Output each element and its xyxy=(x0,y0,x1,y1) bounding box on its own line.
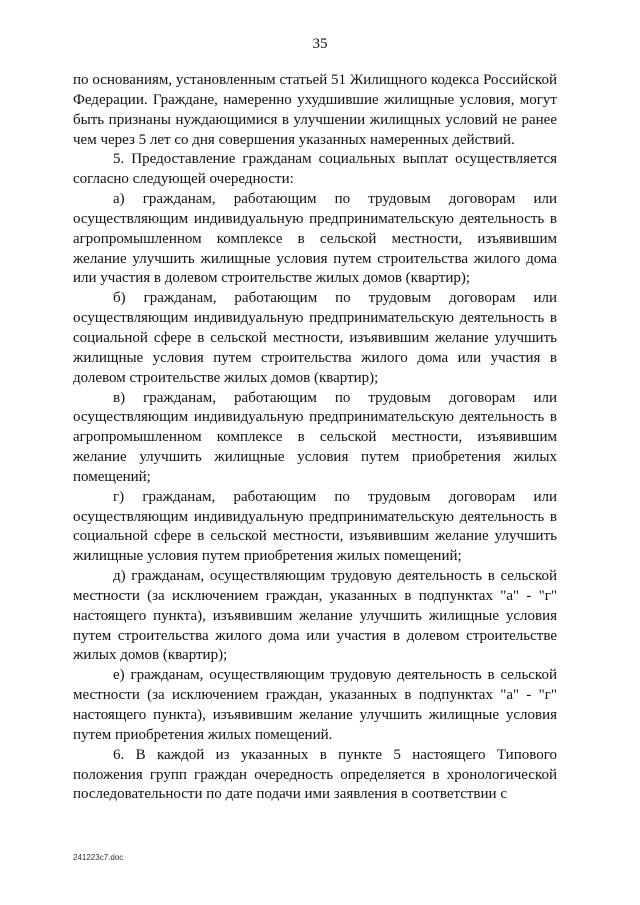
paragraph-item-5: 5. Предоставление гражданам социальных выплат осуществляется согласно следующей очередности: xyxy=(73,151,557,188)
paragraph-subitem-d: д) гражданам, осуществляющим трудовую деятельность в сельской местности (за исключением граждан, указанных в подпунктах "а" - "г" настоящего пункта), изъявившим желание улучшить жилищные условия путем строительства жилого дома или участия в долевом строительстве жилых домов (квартир); xyxy=(73,568,557,664)
paragraph-item-6: 6. В каждой из указанных в пункте 5 настоящего Типового положения групп граждан очередность определяется в хронологической последовательности по дате подачи ими заявления в соответствии с xyxy=(73,746,557,803)
page-number: 35 xyxy=(312,36,328,52)
paragraph-subitem-v: в) гражданам, работающим по трудовым договорам или осуществляющим индивидуальную предпринимательскую деятельность в агропромышленном комплексе в сельской местности, изъявившим желание улучшить жилищные условия путем приобретения жилых помещений; xyxy=(73,389,557,485)
paragraph-subitem-g: г) гражданам, работающим по трудовым договорам или осуществляющим индивидуальную предпринимательскую деятельность в социальной сфере в сельской местности, изъявившим желание улучшить жилищные условия путем приобретения жилых помещений; xyxy=(73,488,557,565)
paragraph-subitem-e: е) гражданам, осуществляющим трудовую деятельность в сельской местности (за исключением граждан, указанных в подпунктах "а" - "г" настоящего пункта), изъявившим желание улучшить жилищные условия путем приобретения жилых помещений. xyxy=(73,667,557,743)
footer-filename: 241223с7.doc xyxy=(73,853,124,862)
paragraph-subitem-b: б) гражданам, работающим по трудовым договорам или осуществляющим индивидуальную предпринимательскую деятельность в социальной сфере в сельской местности, изъявившим желание улучшить жилищные условия путем строительства жилого дома или участия в долевом строительстве жилых домов (квартир); xyxy=(73,290,557,386)
document-body xyxy=(73,71,557,805)
paragraph-subitem-a: а) гражданам, работающим по трудовым договорам или осуществляющим индивидуальную предпринимательскую деятельность в агропромышленном комплексе в сельской местности, изъявившим желание улучшить жилищные условия путем строительства жилого дома или участия в долевом строительстве жилых домов (квартир); xyxy=(73,191,557,287)
paragraph-continuation: по основаниям, установленным статьей 51 Жилищного кодекса Российской Федерации. Граждане, намеренно ухудшившие жилищные условия, могут быть признаны нуждающимися в улучшении жилищных условий не ранее чем через 5 лет со дня совершения указанных намеренных действий. xyxy=(73,72,557,148)
